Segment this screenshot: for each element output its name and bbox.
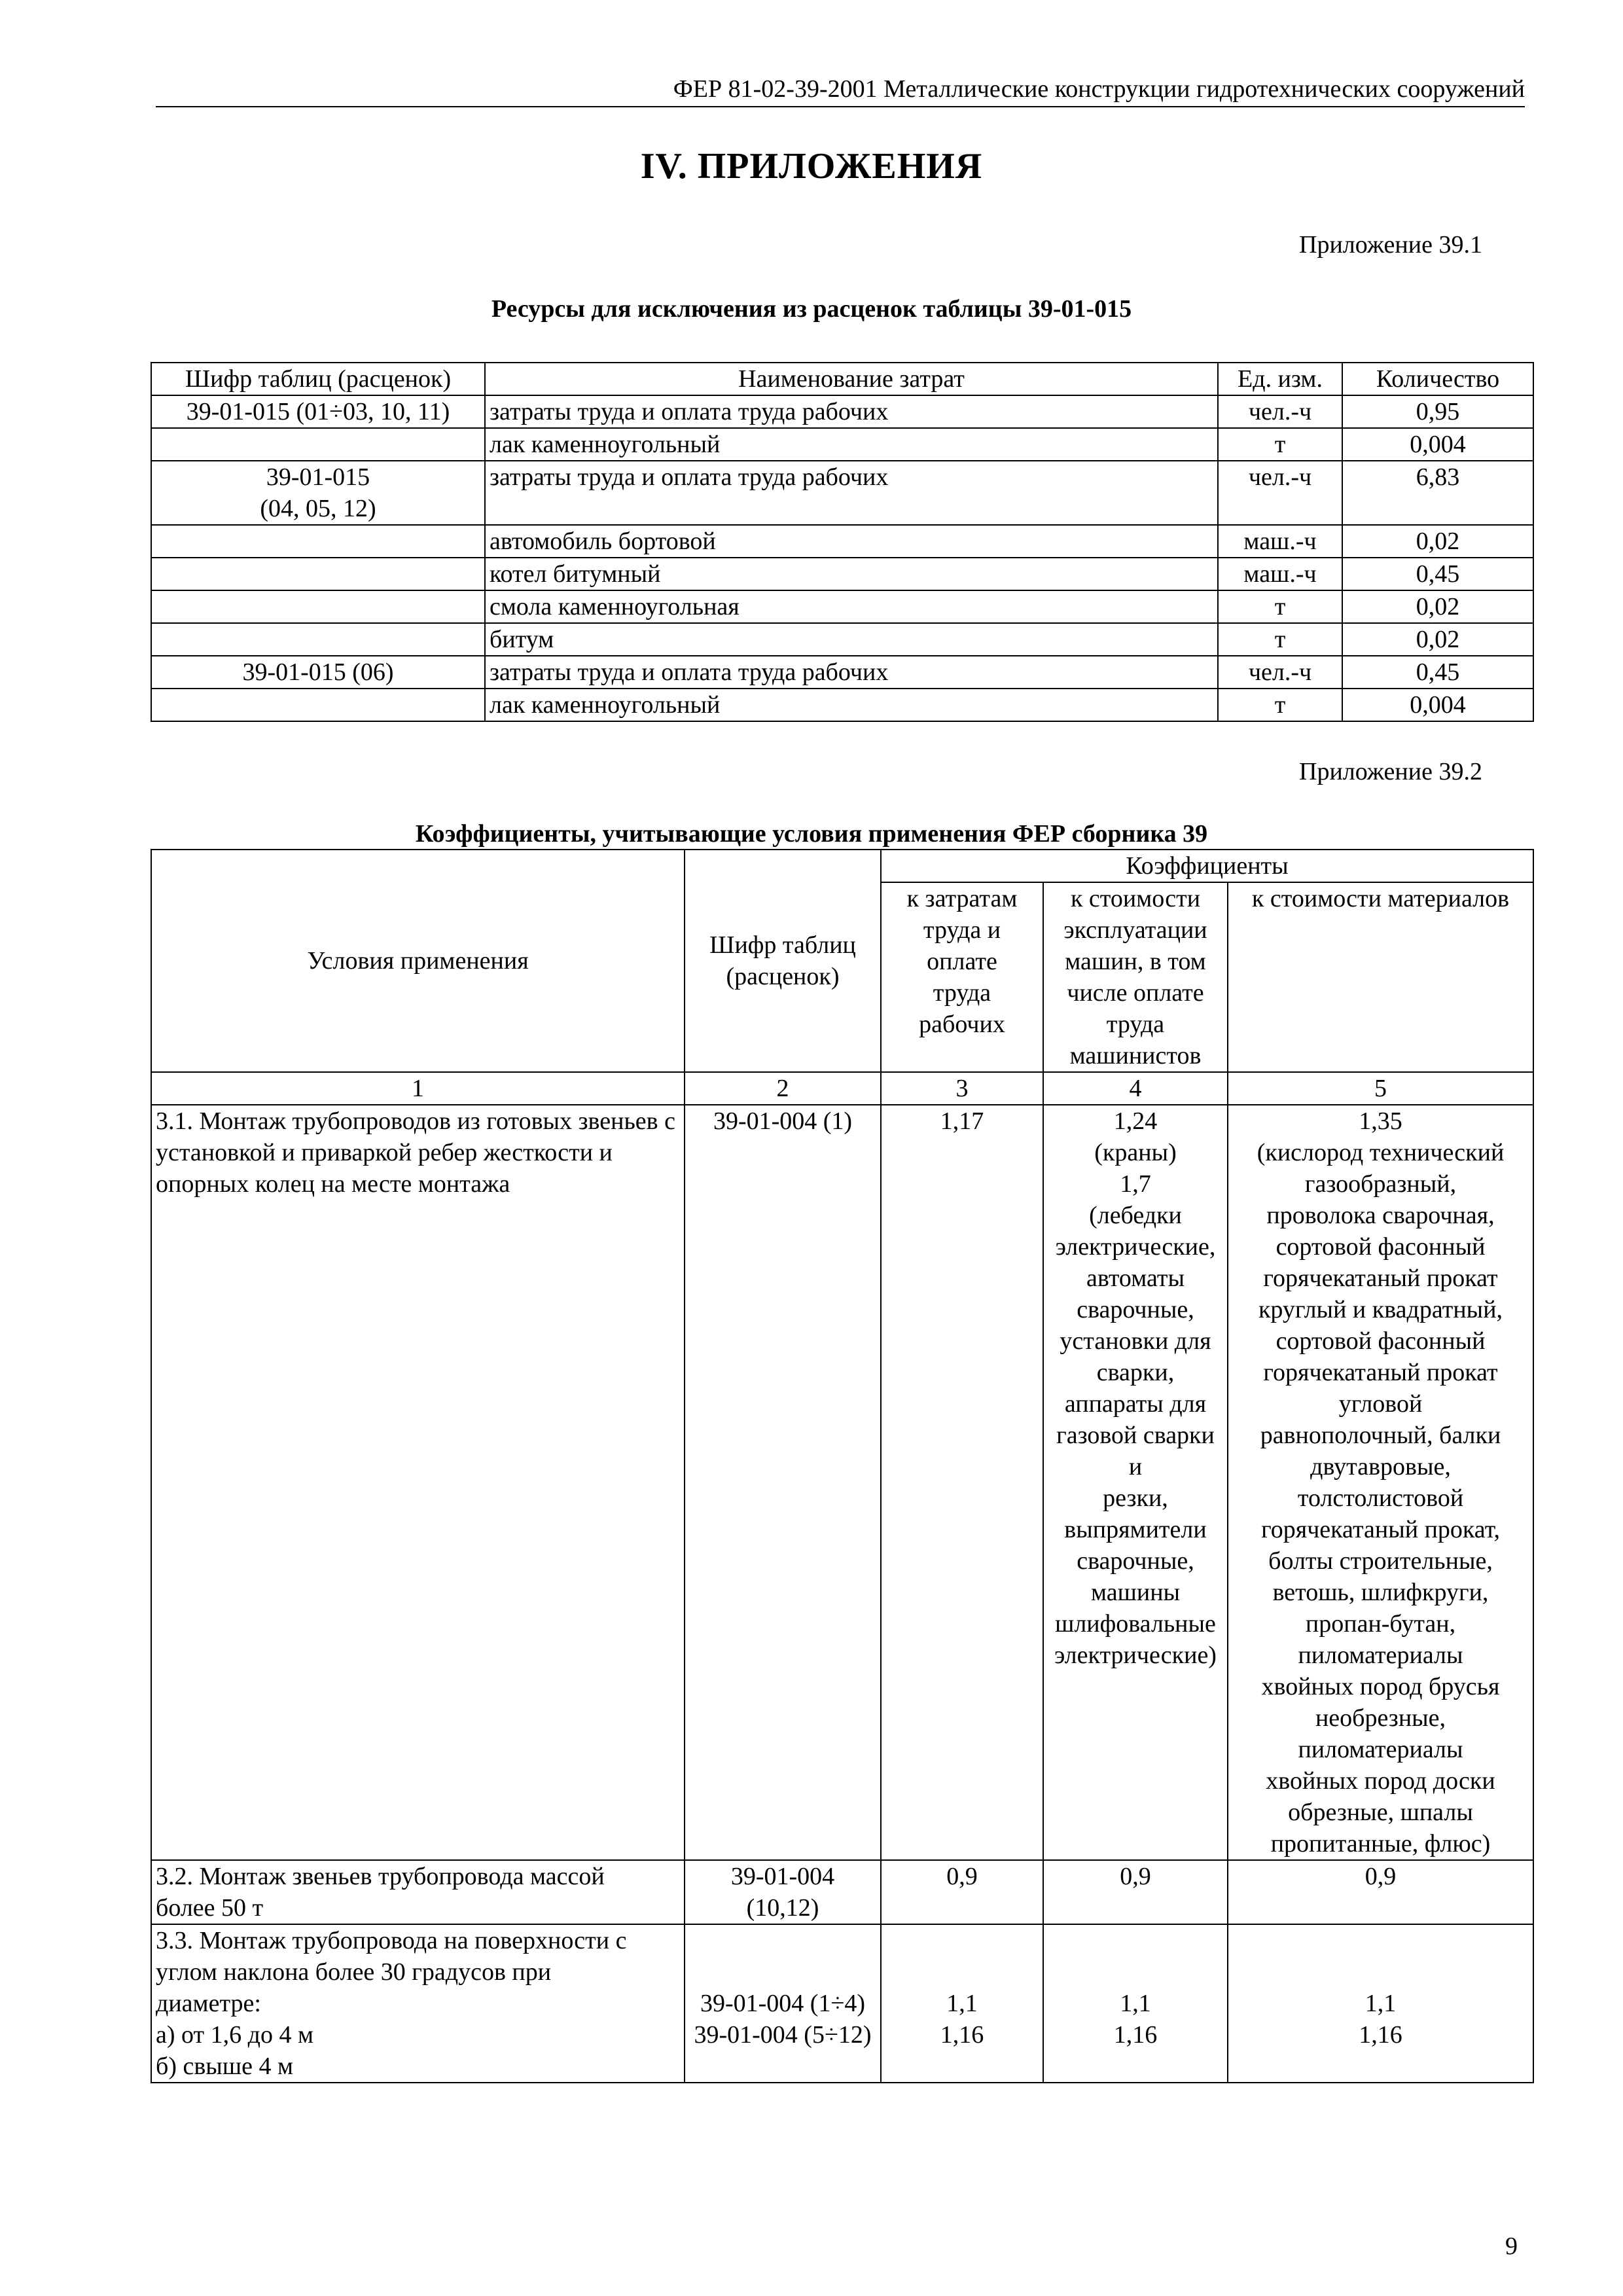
row-materials-coef: 0,9 — [1228, 1860, 1533, 1924]
col-header-name: Наименование затрат — [485, 363, 1218, 395]
row-code: 39-01-015 (06) — [151, 656, 485, 689]
col-header-coefficients: Коэффициенты — [881, 850, 1533, 882]
row-name: автомобиль бортовой — [485, 525, 1218, 558]
table-row — [151, 656, 1533, 689]
col-number: 5 — [1228, 1072, 1533, 1105]
col-header-code: Шифр таблиц (расценок) — [685, 850, 881, 1072]
col-header-materials: к стоимости материалов — [1228, 882, 1533, 1072]
row-code: 39-01-004 (10,12) — [685, 1860, 881, 1924]
row-code — [151, 558, 485, 590]
table-row — [151, 590, 1533, 623]
col-header-labor: к затратам труда и оплате труда рабочих — [881, 882, 1043, 1072]
row-qty: 0,02 — [1342, 525, 1533, 558]
row-materials-coef: 1,1 1,16 — [1228, 1924, 1533, 2083]
row-qty: 0,45 — [1342, 558, 1533, 590]
col-header-code: Шифр таблиц (расценок) — [151, 363, 485, 395]
row-machines-coef: 0,9 — [1043, 1860, 1228, 1924]
row-name: лак каменноугольный — [485, 428, 1218, 461]
row-unit: т — [1218, 689, 1342, 721]
table-row — [151, 395, 1533, 428]
row-condition: 3.2. Монтаж звеньев трубопровода массой более 50 т — [151, 1860, 685, 1924]
row-name: битум — [485, 623, 1218, 656]
col-number: 4 — [1043, 1072, 1228, 1105]
col-number: 3 — [881, 1072, 1043, 1105]
table-header-row — [151, 850, 1533, 882]
row-unit: чел.-ч — [1218, 395, 1342, 428]
resources-table — [151, 362, 1534, 722]
row-unit: маш.-ч — [1218, 558, 1342, 590]
row-code: 39-01-004 (1÷4) 39-01-004 (5÷12) — [685, 1924, 881, 2083]
row-materials-coef: 1,35 (кислород технический газообразный, проволока сварочная, сортовой фасонный горячекатаный прокат круглый и квадратный, сортовой фасонный горячекатаный прокат угловой равнополочный, балки двутавровые, толстолистовой горячекатаный прокат, болты строительные, ветошь, шлифкруги, пропан-бутан, пиломатериалы хвойных пород брусья необрезные, пиломатериалы хвойных пород доски обрезные, шпалы пропитанные, флюс) — [1228, 1105, 1533, 1860]
table-row — [151, 525, 1533, 558]
appendix-2-title: Коэффициенты, учитывающие условия применения ФЕР сборника 39 — [415, 820, 1208, 848]
row-name: затраты труда и оплата труда рабочих — [485, 461, 1218, 525]
col-header-machines: к стоимости эксплуатации машин, в том числе оплате труда машинистов — [1043, 882, 1228, 1072]
row-labor-coef: 1,1 1,16 — [881, 1924, 1043, 2083]
row-code: 39-01-015 (04, 05, 12) — [151, 461, 485, 525]
row-qty: 0,004 — [1342, 689, 1533, 721]
appendix-2-label: Приложение 39.2 — [1299, 758, 1482, 785]
table-header-row — [151, 363, 1533, 395]
col-number: 1 — [151, 1072, 685, 1105]
table-row — [151, 461, 1533, 525]
row-unit: чел.-ч — [1218, 656, 1342, 689]
row-machines-coef: 1,24 (краны) 1,7 (лебедки электрические, автоматы сварочные, установки для сварки, аппараты для газовой сварки и резки, выпрямители сварочные, машины шлифовальные электрические) — [1043, 1105, 1228, 1860]
row-unit: чел.-ч — [1218, 461, 1342, 525]
row-name: затраты труда и оплата труда рабочих — [485, 656, 1218, 689]
row-name: смола каменноугольная — [485, 590, 1218, 623]
row-unit: т — [1218, 590, 1342, 623]
row-code — [151, 590, 485, 623]
table-row — [151, 1105, 1533, 1860]
row-qty: 0,004 — [1342, 428, 1533, 461]
row-unit: т — [1218, 428, 1342, 461]
column-number-row — [151, 1072, 1533, 1105]
row-qty: 0,45 — [1342, 656, 1533, 689]
row-name: лак каменноугольный — [485, 689, 1218, 721]
table-row — [151, 1924, 1533, 2083]
col-number: 2 — [685, 1072, 881, 1105]
col-header-qty: Количество — [1342, 363, 1533, 395]
table-row — [151, 623, 1533, 656]
row-name: затраты труда и оплата труда рабочих — [485, 395, 1218, 428]
row-labor-coef: 1,17 — [881, 1105, 1043, 1860]
col-header-conditions: Условия применения — [151, 850, 685, 1072]
coefficients-table — [151, 849, 1534, 2083]
table-row — [151, 1860, 1533, 1924]
row-code — [151, 428, 485, 461]
table-row — [151, 689, 1533, 721]
row-qty: 0,02 — [1342, 623, 1533, 656]
row-code — [151, 623, 485, 656]
row-code — [151, 689, 485, 721]
row-condition: 3.3. Монтаж трубопровода на поверхности с углом наклона более 30 градусов при диаметре: а) от 1,6 до 4 м б) свыше 4 м — [151, 1924, 685, 2083]
row-qty: 0,95 — [1342, 395, 1533, 428]
row-qty: 6,83 — [1342, 461, 1533, 525]
row-labor-coef: 0,9 — [881, 1860, 1043, 1924]
appendix-1-label: Приложение 39.1 — [1299, 231, 1482, 259]
row-code: 39-01-004 (1) — [685, 1105, 881, 1860]
table-row — [151, 558, 1533, 590]
row-unit: т — [1218, 623, 1342, 656]
row-code: 39-01-015 (01÷03, 10, 11) — [151, 395, 485, 428]
page-number: 9 — [1505, 2233, 1518, 2260]
section-title: IV. ПРИЛОЖЕНИЯ — [640, 146, 983, 187]
row-code — [151, 525, 485, 558]
table-row — [151, 428, 1533, 461]
row-condition: 3.1. Монтаж трубопроводов из готовых звеньев с установкой и приваркой ребер жесткости и опорных колец на месте монтажа — [151, 1105, 685, 1860]
row-unit: маш.-ч — [1218, 525, 1342, 558]
row-machines-coef: 1,1 1,16 — [1043, 1924, 1228, 2083]
row-qty: 0,02 — [1342, 590, 1533, 623]
col-header-unit: Ед. изм. — [1218, 363, 1342, 395]
running-header: ФЕР 81-02-39-2001 Металлические конструкции гидротехнических сооружений — [156, 73, 1525, 107]
row-name: котел битумный — [485, 558, 1218, 590]
appendix-1-title: Ресурсы для исключения из расценок таблицы 39-01-015 — [491, 295, 1132, 323]
